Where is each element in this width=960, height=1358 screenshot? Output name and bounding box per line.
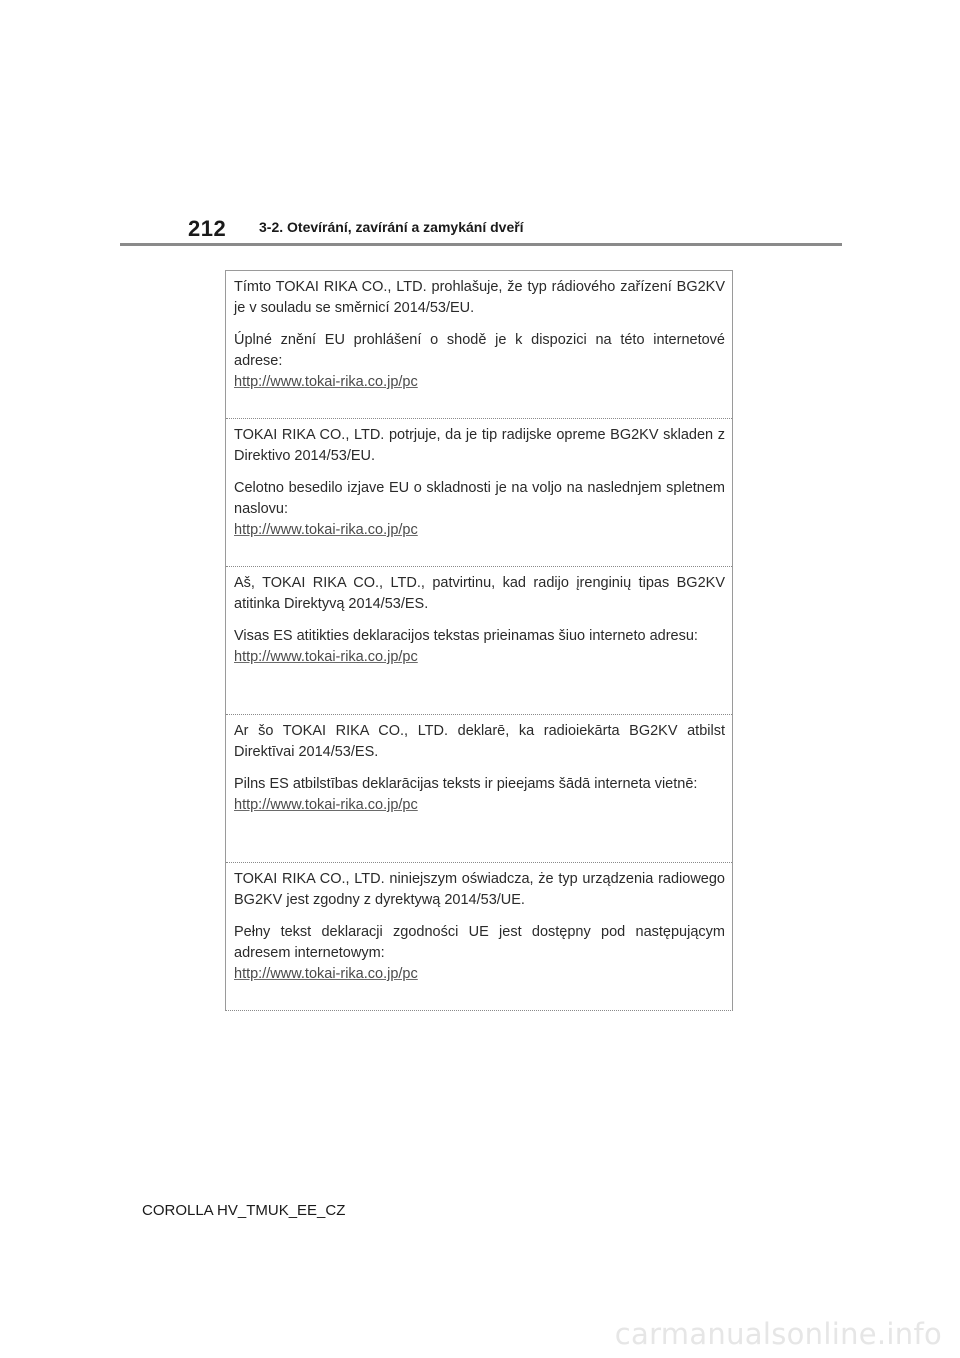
declaration-block-cs bbox=[226, 270, 732, 418]
declaration-block-lv bbox=[226, 714, 732, 862]
declaration-block-lt bbox=[226, 566, 732, 714]
declaration-block-sl bbox=[226, 418, 732, 566]
declaration-availability: Pełny tekst deklaracji zgodności UE jest dostępny pod następującym adresem internetowym: bbox=[234, 924, 725, 961]
declaration-availability: Pilns ES atbilstības deklarācijas teksts ir pieejams šādā interneta vietnē: bbox=[234, 776, 698, 792]
declarations-box bbox=[225, 270, 733, 1011]
watermark: carmanualsonline.info bbox=[614, 1317, 942, 1351]
declaration-statement: Aš, TOKAI RIKA CO., LTD., patvirtinu, kad radijo įrenginių tipas BG2KV atitinka Direktyvą 2014/53/ES. bbox=[234, 575, 725, 612]
declaration-link[interactable]: http://www.tokai-rika.co.jp/pc bbox=[234, 649, 418, 665]
declaration-statement: Tímto TOKAI RIKA CO., LTD. prohlašuje, že typ rádiového zařízení BG2KV je v souladu se směrnicí 2014/53/EU. bbox=[234, 279, 725, 316]
declaration-block-pl bbox=[226, 862, 732, 1010]
declaration-link[interactable]: http://www.tokai-rika.co.jp/pc bbox=[234, 374, 418, 390]
declaration-statement: TOKAI RIKA CO., LTD. niniejszym oświadcza, że typ urządzenia radiowego BG2KV jest zgodny z dyrektywą 2014/53/UE. bbox=[234, 871, 725, 908]
declaration-availability: Visas ES atitikties deklaracijos tekstas prieinamas šiuo interneto adresu: bbox=[234, 628, 698, 644]
declaration-availability: Celotno besedilo izjave EU o skladnosti je na voljo na naslednjem spletnem naslovu: bbox=[234, 480, 725, 517]
footer-document-code: COROLLA HV_TMUK_EE_CZ bbox=[142, 1202, 346, 1219]
declaration-statement: TOKAI RIKA CO., LTD. potrjuje, da je tip radijske opreme BG2KV skladen z Direktivo 2014/53/EU. bbox=[234, 427, 725, 464]
declaration-statement: Ar šo TOKAI RIKA CO., LTD. deklarē, ka radioiekārta BG2KV atbilst Direktīvai 2014/53/ES. bbox=[234, 723, 725, 760]
section-title: 3-2. Otevírání, zavírání a zamykání dveří bbox=[259, 219, 524, 235]
declaration-availability: Úplné znění EU prohlášení o shodě je k dispozici na této internetové adrese: bbox=[234, 332, 725, 369]
header-rule bbox=[120, 243, 842, 246]
declaration-link[interactable]: http://www.tokai-rika.co.jp/pc bbox=[234, 522, 418, 538]
declaration-link[interactable]: http://www.tokai-rika.co.jp/pc bbox=[234, 966, 418, 982]
declaration-link[interactable]: http://www.tokai-rika.co.jp/pc bbox=[234, 797, 418, 813]
page-number: 212 bbox=[188, 216, 227, 241]
